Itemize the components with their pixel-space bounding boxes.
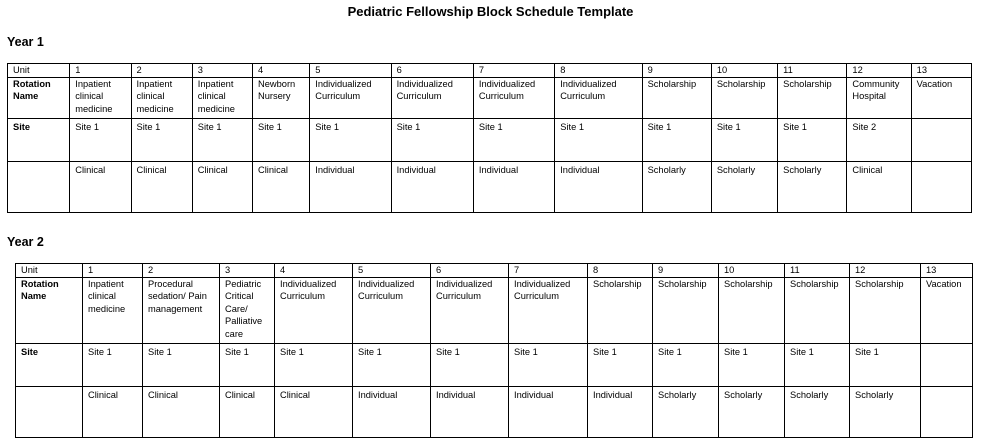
block-type: Clinical [131, 161, 192, 212]
unit-number: 13 [911, 64, 971, 78]
rotation-name: Individualized Curriculum [555, 77, 642, 118]
rotation-name: Vacation [921, 277, 973, 343]
year-2-schedule-table [15, 263, 973, 438]
site-cell: Site 1 [850, 343, 921, 386]
site-cell: Site 2 [847, 118, 911, 161]
site-cell: Site 1 [143, 343, 220, 386]
rotation-name: Individualized Curriculum [473, 77, 554, 118]
unit-number: 10 [711, 64, 777, 78]
unit-number: 6 [391, 64, 473, 78]
unit-number: 12 [850, 264, 921, 278]
site-cell [911, 118, 971, 161]
site-cell: Site 1 [653, 343, 719, 386]
site-cell: Site 1 [353, 343, 431, 386]
unit-number: 11 [778, 64, 847, 78]
unit-number: 1 [83, 264, 143, 278]
rotation-name: Inpatient clinical medicine [83, 277, 143, 343]
rotation-name: Vacation [911, 77, 971, 118]
rotation-name: Pediatric Critical Care/ Palliative care [220, 277, 275, 343]
block-type: Scholarly [850, 386, 921, 437]
site-cell: Site 1 [131, 118, 192, 161]
block-type: Individual [588, 386, 653, 437]
block-type: Clinical [143, 386, 220, 437]
unit-number: 1 [70, 64, 131, 78]
unit-number: 13 [921, 264, 973, 278]
block-type: Clinical [83, 386, 143, 437]
unit-row [16, 264, 973, 278]
site-cell: Site 1 [431, 343, 509, 386]
block-type: Scholarly [778, 161, 847, 212]
rotation-name: Scholarship [711, 77, 777, 118]
site-row [16, 343, 973, 386]
site-cell: Site 1 [642, 118, 711, 161]
site-cell: Site 1 [391, 118, 473, 161]
block-type [911, 161, 971, 212]
rotation-name: Scholarship [778, 77, 847, 118]
rotation-name: Individualized Curriculum [509, 277, 588, 343]
unit-number: 10 [719, 264, 785, 278]
unit-number: 3 [192, 64, 252, 78]
row-label-unit: Unit [16, 264, 83, 278]
site-cell: Site 1 [509, 343, 588, 386]
rotation-name: Community Hospital [847, 77, 911, 118]
unit-number: 5 [353, 264, 431, 278]
row-label-rotation: Rotation Name [16, 277, 83, 343]
rotation-name: Scholarship [653, 277, 719, 343]
year-1-schedule-table [7, 63, 972, 213]
block-type [921, 386, 973, 437]
rotation-name: Individualized Curriculum [275, 277, 353, 343]
block-type: Scholarly [642, 161, 711, 212]
row-label-unit: Unit [8, 64, 70, 78]
unit-number: 9 [642, 64, 711, 78]
rotation-name: Scholarship [785, 277, 850, 343]
site-cell: Site 1 [473, 118, 554, 161]
block-type: Clinical [220, 386, 275, 437]
block-type: Individual [509, 386, 588, 437]
site-cell: Site 1 [555, 118, 642, 161]
rotation-name: Scholarship [719, 277, 785, 343]
unit-number: 8 [555, 64, 642, 78]
row-label-site: Site [16, 343, 83, 386]
rotation-name: Scholarship [850, 277, 921, 343]
unit-number: 12 [847, 64, 911, 78]
year-1-heading: Year 1 [7, 35, 44, 49]
type-row [16, 386, 973, 437]
site-cell: Site 1 [778, 118, 847, 161]
block-type: Clinical [847, 161, 911, 212]
unit-row [8, 64, 972, 78]
block-type: Scholarly [653, 386, 719, 437]
unit-number: 7 [473, 64, 554, 78]
rotation-name: Inpatient clinical medicine [192, 77, 252, 118]
block-type: Scholarly [785, 386, 850, 437]
rotation-name: Individualized Curriculum [310, 77, 391, 118]
site-cell: Site 1 [220, 343, 275, 386]
site-cell: Site 1 [70, 118, 131, 161]
block-type: Clinical [70, 161, 131, 212]
rotation-row [16, 277, 973, 343]
site-cell: Site 1 [588, 343, 653, 386]
unit-number: 4 [253, 64, 310, 78]
rotation-name: Procedural sedation/ Pain management [143, 277, 220, 343]
unit-number: 9 [653, 264, 719, 278]
block-type: Scholarly [719, 386, 785, 437]
site-cell: Site 1 [310, 118, 391, 161]
rotation-row [8, 77, 972, 118]
row-label-rotation: Rotation Name [8, 77, 70, 118]
site-cell: Site 1 [275, 343, 353, 386]
site-cell: Site 1 [785, 343, 850, 386]
unit-number: 7 [509, 264, 588, 278]
rotation-name: Scholarship [642, 77, 711, 118]
rotation-name: Inpatient clinical medicine [131, 77, 192, 118]
block-type: Clinical [275, 386, 353, 437]
unit-number: 11 [785, 264, 850, 278]
block-type: Individual [310, 161, 391, 212]
unit-number: 4 [275, 264, 353, 278]
site-cell [921, 343, 973, 386]
unit-number: 5 [310, 64, 391, 78]
unit-number: 3 [220, 264, 275, 278]
site-cell: Site 1 [711, 118, 777, 161]
row-label-type [16, 386, 83, 437]
rotation-name: Individualized Curriculum [391, 77, 473, 118]
unit-number: 2 [131, 64, 192, 78]
block-type: Clinical [253, 161, 310, 212]
block-type: Individual [353, 386, 431, 437]
site-cell: Site 1 [83, 343, 143, 386]
rotation-name: Individualized Curriculum [431, 277, 509, 343]
block-type: Individual [431, 386, 509, 437]
site-cell: Site 1 [719, 343, 785, 386]
block-type: Clinical [192, 161, 252, 212]
unit-number: 6 [431, 264, 509, 278]
row-label-site: Site [8, 118, 70, 161]
page-title: Pediatric Fellowship Block Schedule Template [347, 4, 634, 19]
row-label-type [8, 161, 70, 212]
unit-number: 8 [588, 264, 653, 278]
block-type: Individual [473, 161, 554, 212]
rotation-name: Newborn Nursery [253, 77, 310, 118]
type-row [8, 161, 972, 212]
block-type: Individual [555, 161, 642, 212]
rotation-name: Inpatient clinical medicine [70, 77, 131, 118]
block-type: Scholarly [711, 161, 777, 212]
site-cell: Site 1 [253, 118, 310, 161]
rotation-name: Scholarship [588, 277, 653, 343]
site-row [8, 118, 972, 161]
rotation-name: Individualized Curriculum [353, 277, 431, 343]
unit-number: 2 [143, 264, 220, 278]
year-2-heading: Year 2 [7, 235, 44, 249]
site-cell: Site 1 [192, 118, 252, 161]
block-type: Individual [391, 161, 473, 212]
